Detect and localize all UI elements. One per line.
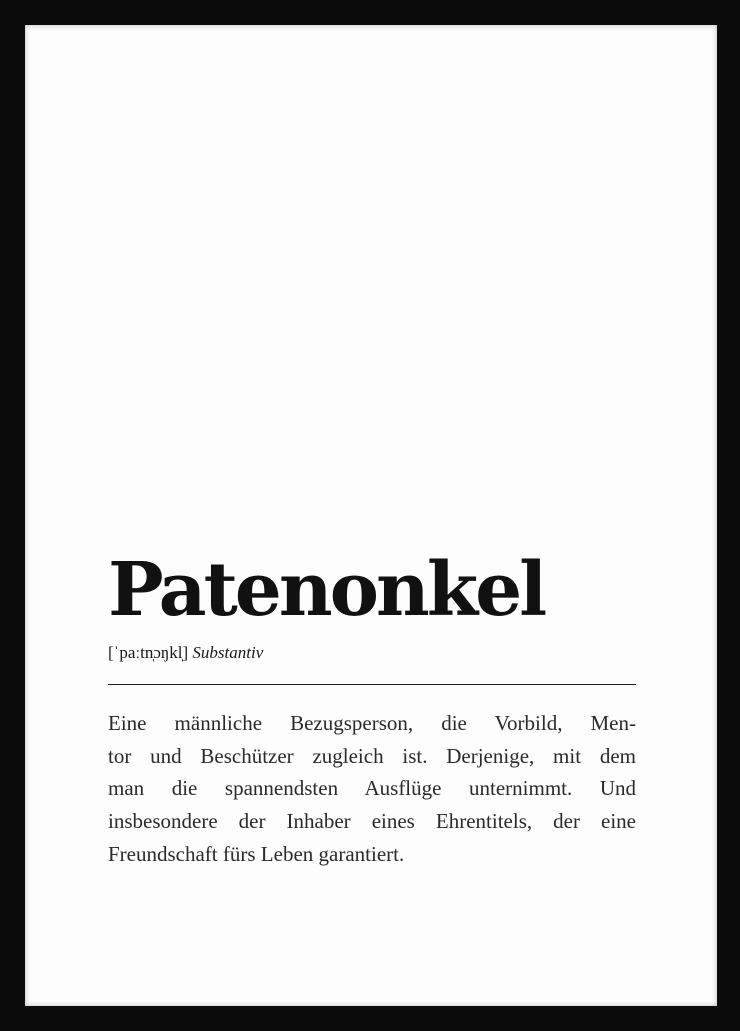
pronunciation: [ˈpaːtn̩ɔŋkl̩] xyxy=(108,643,189,662)
entry-word: Patenonkel xyxy=(108,547,545,633)
poster-paper xyxy=(25,25,717,1006)
part-of-speech: Substantiv xyxy=(192,643,264,662)
divider-rule xyxy=(108,684,636,685)
definition-line: tor und Beschützer zugleich ist. Derjenige, mit dem xyxy=(108,743,636,768)
definition-line: man die spannendsten Ausflüge unternimmt. Und xyxy=(108,776,636,801)
dictionary-entry xyxy=(108,545,636,871)
definition-line: Eine männliche Bezugsperson, die Vorbild, Men- xyxy=(108,711,636,735)
pronunciation-line xyxy=(108,641,636,665)
definition-text xyxy=(108,707,636,871)
definition-line: insbesondere der Inhaber eines Ehrentitels, der eine xyxy=(108,809,636,834)
definition-line: Freundschaft fürs Leben garantiert. xyxy=(108,841,405,866)
